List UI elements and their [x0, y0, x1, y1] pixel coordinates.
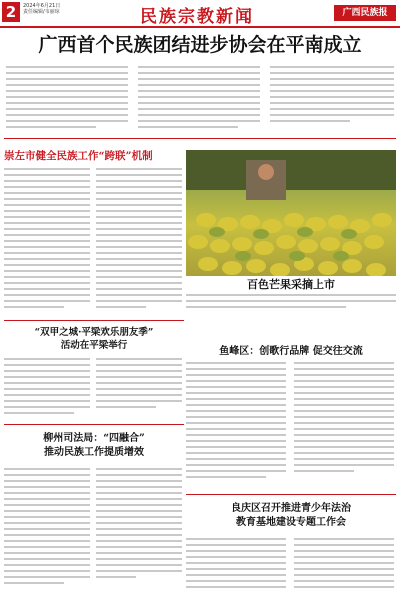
date-line — [23, 3, 60, 15]
section-divider — [4, 424, 184, 425]
chongzuo-body — [4, 166, 184, 316]
article-title-line: “双甲之城·平梁欢乐朋友季” — [34, 327, 154, 338]
section-divider — [4, 138, 396, 139]
mango-harvest-photo — [186, 150, 396, 276]
editor-credit: 责任编辑/韦丽琼 — [23, 9, 60, 15]
photo-caption-title: 百色芒果采摘上市 — [247, 278, 335, 291]
liuzhou-body — [4, 466, 184, 588]
section-title: 民族宗教新闻 — [140, 7, 254, 27]
article-title-chongzuo: 崇左市健全民族工作“跨联”机制 — [4, 150, 153, 162]
main-headline: 广西首个民族团结进步协会在平南成立 — [38, 34, 362, 56]
article-title-liangqing — [186, 502, 396, 530]
article-title-line: 推动民族工作提质增效 — [44, 447, 144, 458]
yufeng-body — [186, 360, 396, 490]
body-text-lines — [186, 360, 396, 490]
lead-article-body — [6, 64, 396, 134]
article-title-line: 活动在平梁举行 — [60, 340, 128, 351]
body-text-lines — [4, 466, 184, 588]
newspaper-brand: 广西民族报 — [334, 5, 396, 21]
mango-photo-illustration — [186, 150, 396, 276]
publication-date: 2024年6月21日 — [23, 3, 61, 9]
article-title-line: 柳州司法局：“四融合” — [43, 433, 145, 444]
section-divider — [4, 320, 184, 321]
photo-caption-body — [186, 292, 396, 314]
article-title-liuzhou — [4, 432, 184, 460]
body-text-lines — [186, 536, 396, 590]
article-title-shuangjia — [4, 326, 184, 352]
section-divider — [186, 494, 396, 495]
body-text-lines — [4, 356, 184, 420]
body-text-lines — [6, 64, 396, 134]
body-text-lines — [186, 292, 396, 314]
liangqing-body — [186, 536, 396, 590]
shuangjia-body — [4, 356, 184, 420]
page-number: 2 — [2, 2, 20, 22]
article-title-line: 教育基地建设专题工作会 — [236, 517, 346, 528]
body-text-lines — [4, 166, 184, 316]
article-title-yufeng: 鱼峰区：创歌行品牌 促交往交流 — [219, 346, 363, 357]
article-title-line: 良庆区召开推进青少年法治 — [231, 503, 351, 514]
